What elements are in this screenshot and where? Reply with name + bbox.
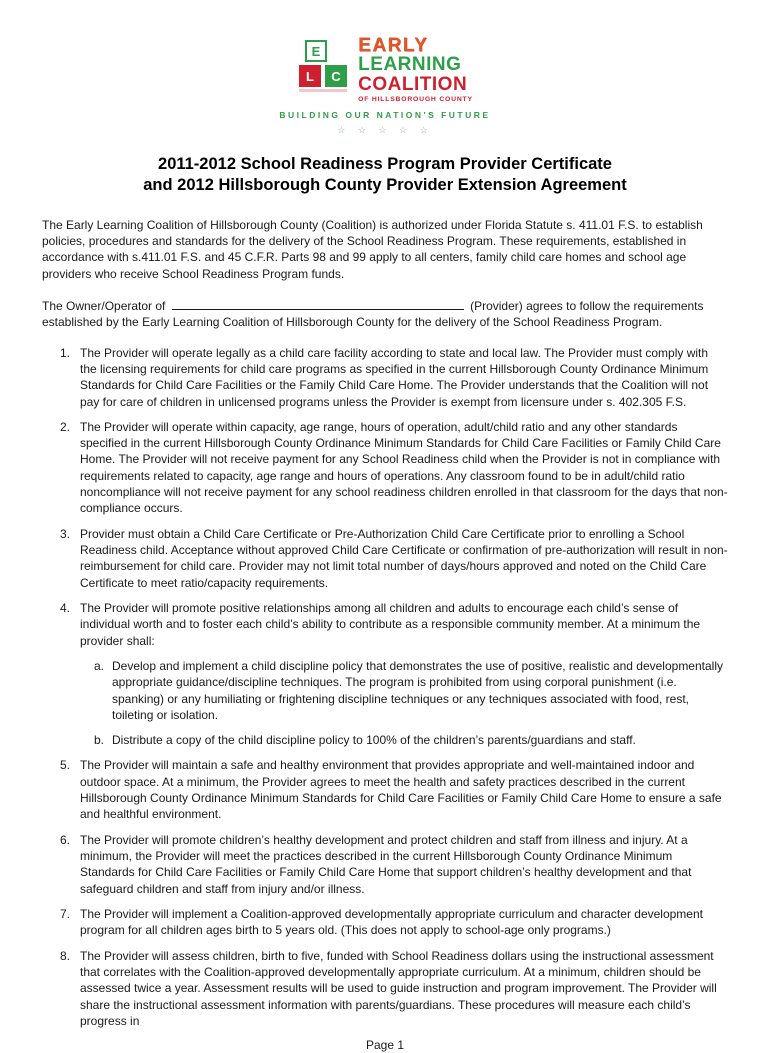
list-item-number: 6.: [60, 832, 71, 847]
list-item-4b: [94, 732, 728, 748]
intro-paragraph: The Early Learning Coalition of Hillsborough County (Coalition) is authorized under Florida Statute s. 411.01 F.S. to establish policies, procedures and standards for the delivery of the School Readiness Program. These requirements, established in accordance with s.411.01 F.S. and 45 C.F.R. Parts 98 and 99 apply to all centers, family child care homes and school age providers who receive School Readiness Program funds.: [42, 217, 703, 281]
list-item-5: [60, 757, 728, 822]
logo-word-learning: LEARNING: [358, 54, 462, 76]
list-item-number: 4.: [60, 600, 71, 615]
list-item-text: The Provider will maintain a safe and healthy environment that provides appropriate and well-maintained indoor and outdoor space. At a minimum, the Provider agrees to meet the health and safety practices described in the current Hillsborough County Ordinance Minimum Standards for Child Care Facilities or Family Child Care Home to ensure a safe and healthful environment.: [80, 758, 722, 822]
list-item-number: 8.: [60, 948, 71, 963]
logo-banner-text: BUILDING OUR NATION'S FUTURE: [279, 110, 491, 121]
document-title-line2: and 2012 Hillsborough County Provider Extension Agreement: [143, 176, 627, 195]
owner-operator-suffix: (Provider) agrees to follow the requirements established by the Early Learning Coalition of Hillsborough County for the delivery of the School Readiness Program.: [42, 298, 704, 330]
list-item-text: The Provider will assess children, birth to five, funded with School Readiness dollars using the instructional assessment that correlates with the Coalition-approved developmentally appropriate curriculum. At a minimum, children should be assessed twice a year. Assessment results will be used to guide instruction and program improvement. The Provider will share the instructional assessment information with parents/guardians. These procedures will measure each child’s progress in: [80, 948, 717, 1028]
list-item-number: 5.: [60, 758, 71, 773]
svg-text:E: E: [311, 44, 321, 60]
list-item-number: 1.: [60, 345, 71, 360]
logo-wordmark: [358, 36, 473, 104]
logo-word-early: EARLY: [358, 35, 429, 56]
provider-name-blank: [172, 298, 464, 310]
svg-text:C: C: [331, 69, 341, 85]
list-item-3: [60, 526, 728, 591]
list-item-number: 2.: [60, 419, 71, 434]
list-item-8: [60, 948, 728, 1030]
list-item-number: 3.: [60, 526, 71, 541]
owner-operator-prefix: The Owner/Operator of: [42, 298, 166, 313]
svg-text:L: L: [306, 69, 315, 85]
list-item-6: [60, 832, 728, 897]
document-title: [42, 154, 728, 197]
owner-operator-paragraph: [42, 298, 728, 331]
list-item-2: [60, 419, 728, 517]
logo-word-coalition: COALITION: [358, 73, 468, 95]
list-item-1: [60, 345, 728, 410]
list-item-text: The Provider will operate within capacity, age range, hours of operation, adult/child ratio and any other standards specified in the current Hillsborough County Ordinance Minimum Standards for Child Care Facilities or Family Child Care Home. The Provider will not receive payment for any School Readiness child when the Provider is not in compliance with requirements related to capacity, age range and hours of operations. Any classroom found to be in adult/child ratio noncompliance will not receive payment for any school readiness children enrolled in that classroom for the days that non-compliance occurs.: [80, 419, 728, 516]
list-item-4a: [94, 658, 728, 723]
logo-word-county: OF HILLSBOROUGH COUNTY: [358, 96, 473, 104]
sublist-item-letter: a.: [94, 658, 105, 673]
sublist-item-text: Develop and implement a child discipline policy that demonstrates the use of positive, realistic and developmentally appropriate guidance/discipline techniques. The program is prohibited from using corporal punishment (i.e. spanking) or any humiliating or frightening discipline techniques or any techniques associated with food, rest, toileting or isolation.: [112, 658, 723, 722]
sublist-item-letter: b.: [94, 733, 105, 748]
list-item-text: The Provider will promote children’s healthy development and protect children and staff from illness and injury. At a minimum, the Provider will meet the practices described in the current Hillsborough County Ordinance Minimum Standards for Child Care Facilities or Family Child Care Home that support children’s healthy development and that safeguard children and staff from injury and/or illness.: [80, 832, 692, 896]
document-title-line1: 2011-2012 School Readiness Program Provider Certificate: [158, 154, 612, 173]
logo: [42, 36, 728, 136]
list-item-text: The Provider will promote positive relationships among all children and adults to encourage each child’s sense of individual worth and to foster each child’s ability to contribute as a responsible community member. At a minimum the provider shall:: [80, 600, 701, 648]
page-number: Page 1: [365, 1038, 405, 1053]
list-item-number: 7.: [60, 906, 71, 921]
logo-stars-icon: ☆ ☆ ☆ ☆ ☆: [337, 124, 433, 135]
children-blocks-icon: [297, 40, 351, 100]
requirements-list: [42, 345, 728, 1030]
list-item-7: [60, 906, 728, 939]
list-item-text: Provider must obtain a Child Care Certificate or Pre-Authorization Child Care Certificate prior to enrolling a School Readiness child. Acceptance without approved Child Care Certificate or confirmation of pre-authorization will result in non-reimbursement for child care. Provider may not limit total number of days/hours approved and noted on the Child Care Certificate to meet ratio/capacity requirements.: [80, 526, 728, 590]
list-item-4: [60, 600, 728, 649]
logo-main: [297, 36, 473, 104]
list-item-text: The Provider will operate legally as a child care facility according to state and local law. The Provider must comply with the licensing requirements for child care programs as specified in the current Hillsborough County Ordinance Minimum Standards for Child Care Facilities or the Family Child Care Home. The Provider understands that the Coalition will not pay for care of children in unlicensed programs unless the Provider is exempt from licensure under s. 402.305 F.S.: [80, 345, 709, 409]
list-item-text: The Provider will implement a Coalition-approved developmentally appropriate curriculum and character development program for all children ages birth to 5 years old. (This does not apply to school-age only programs.): [80, 906, 703, 938]
sublist-item-text: Distribute a copy of the child discipline policy to 100% of the children’s parents/guardians and staff.: [112, 733, 636, 748]
